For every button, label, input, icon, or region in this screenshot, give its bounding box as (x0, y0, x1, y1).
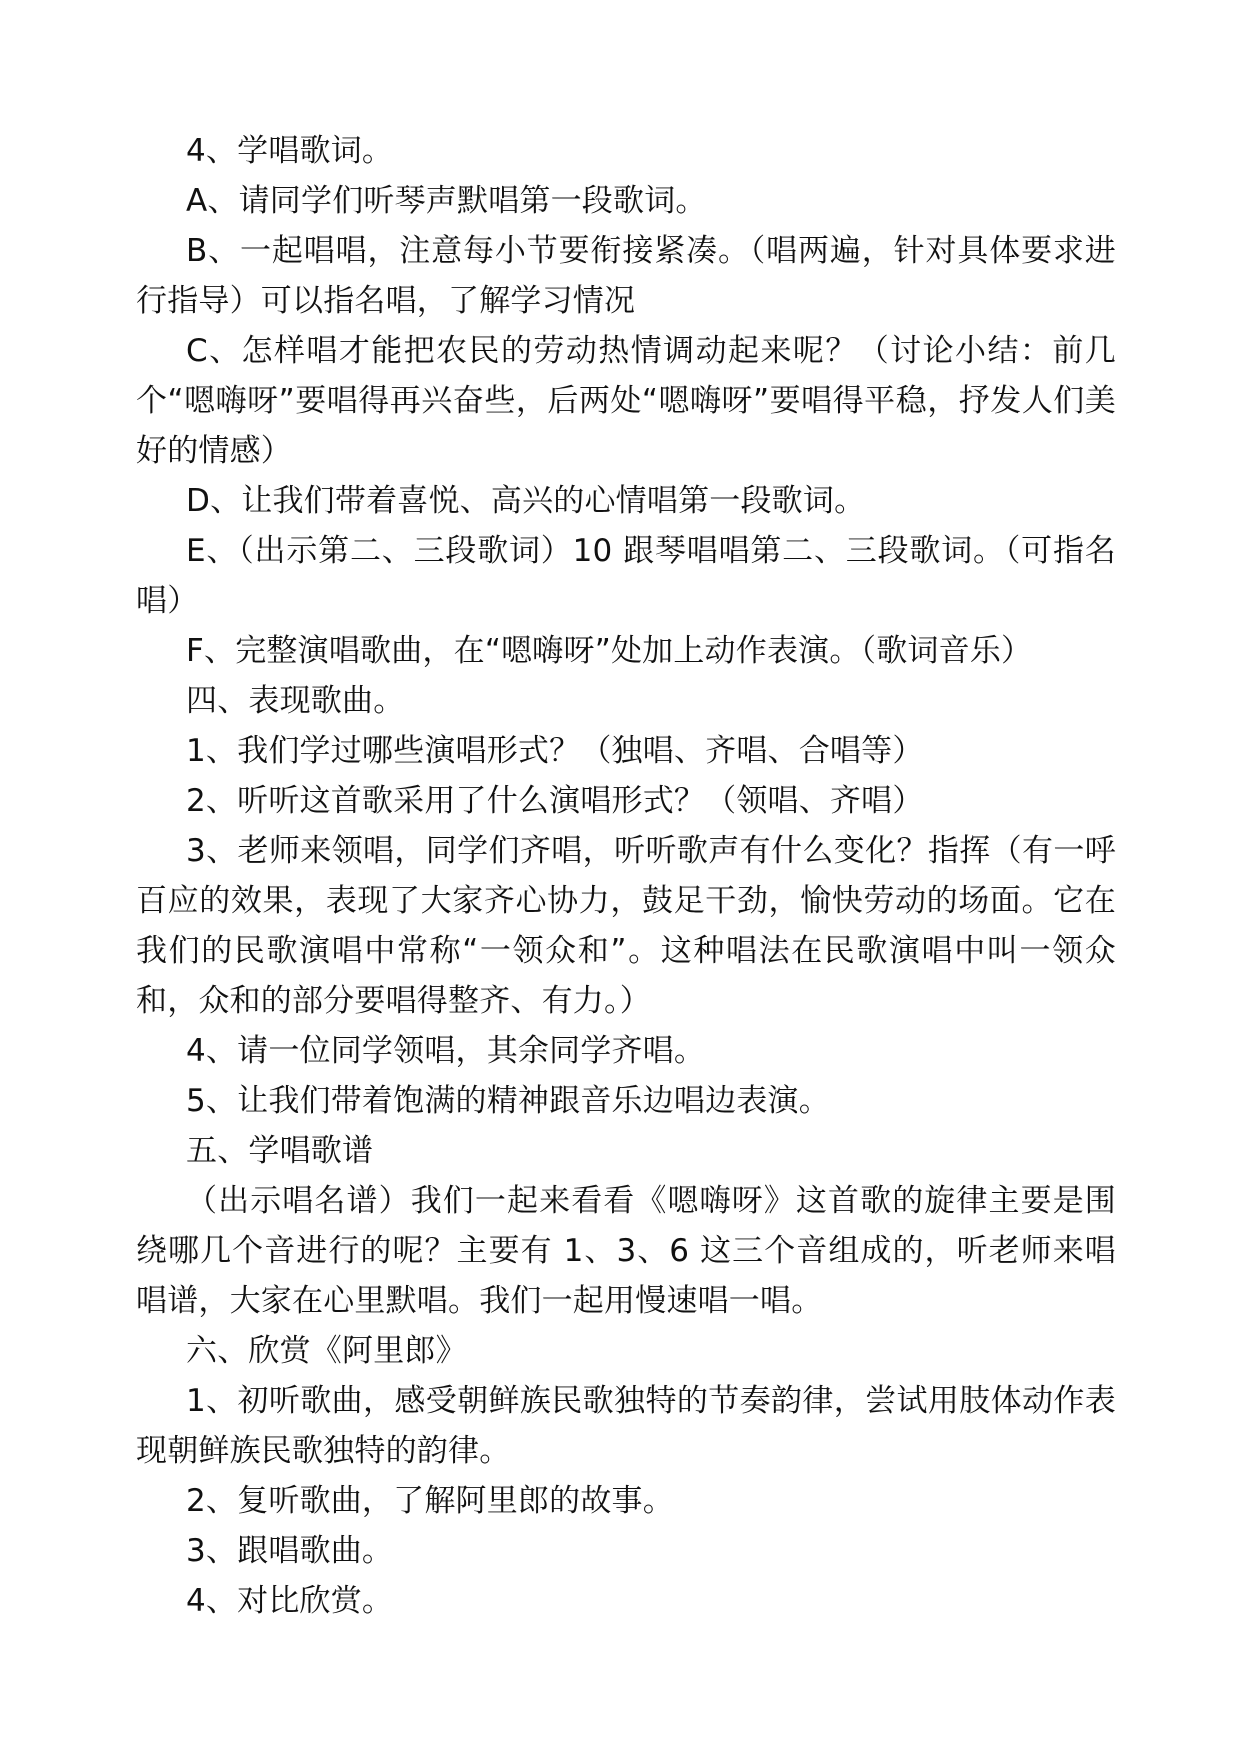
paragraph: C、怎样唱才能把农民的劳动热情调动起来呢？（讨论小结：前几个“嗯嗨呀”要唱得再兴奋些，后两处“嗯嗨呀”要唱得平稳，抒发人们美好的情感） (136, 333, 1116, 469)
paragraph: 4、请一位同学领唱，其余同学齐唱。 (186, 1033, 706, 1069)
paragraph: 1、初听歌曲，感受朝鲜族民歌独特的节奏韵律，尝试用肢体动作表现朝鲜族民歌独特的韵律。 (136, 1383, 1116, 1469)
document-body (136, 126, 1116, 1626)
paragraph: A、请同学们听琴声默唱第一段歌词。 (186, 183, 707, 219)
paragraph: E、（出示第二、三段歌词）10 跟琴唱唱第二、三段歌词。（可指名唱） (136, 533, 1116, 619)
section-heading: 五、学唱歌谱 (186, 1133, 374, 1169)
paragraph: F、完整演唱歌曲，在“嗯嗨呀”处加上动作表演。（歌词音乐） (186, 633, 1033, 669)
paragraph: 4、对比欣赏。 (186, 1583, 394, 1619)
paragraph: 1、我们学过哪些演唱形式？（独唱、齐唱、合唱等） (186, 733, 924, 769)
section-heading: 六、欣赏《阿里郎》 (186, 1333, 467, 1369)
paragraph: D、让我们带着喜悦、高兴的心情唱第一段歌词。 (186, 483, 866, 519)
paragraph: 3、跟唱歌曲。 (186, 1533, 394, 1569)
paragraph: 5、让我们带着饱满的精神跟音乐边唱边表演。 (186, 1083, 830, 1119)
section-heading: 四、表现歌曲。 (186, 683, 405, 719)
paragraph: 3、老师来领唱，同学们齐唱，听听歌声有什么变化？指挥（有一呼百应的效果，表现了大家齐心协力，鼓足干劲，愉快劳动的场面。它在我们的民歌演唱中常称“一领众和”。这种唱法在民歌演唱中叫一领众和，众和的部分要唱得整齐、有力。） (136, 833, 1116, 1019)
paragraph: 2、复听歌曲，了解阿里郎的故事。 (186, 1483, 674, 1519)
paragraph: 4、学唱歌词。 (186, 133, 394, 169)
paragraph: 2、听听这首歌采用了什么演唱形式？（领唱、齐唱） (186, 783, 924, 819)
paragraph: B、一起唱唱，注意每小节要衔接紧凑。（唱两遍，针对具体要求进行指导）可以指名唱，了解学习情况 (136, 233, 1116, 319)
paragraph: （出示唱名谱）我们一起来看看《嗯嗨呀》这首歌的旋律主要是围绕哪几个音进行的呢？主要有 1、3、6 这三个音组成的，听老师来唱唱谱，大家在心里默唱。我们一起用慢速唱一唱。 (136, 1183, 1116, 1319)
